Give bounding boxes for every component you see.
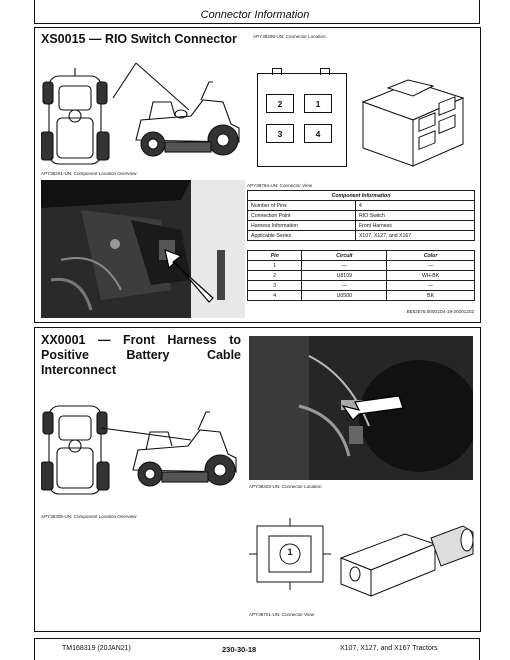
pin-label: 4: [304, 124, 332, 143]
table-row: Number of Pins 4: [248, 201, 475, 211]
table-row: 3 — —: [248, 281, 475, 291]
footer-left-tick: [34, 638, 35, 660]
tractor-overview-illustration: [41, 388, 246, 498]
page-header-title: Connector Information: [200, 9, 310, 21]
table-row: Applicable Series X107, X127, and X167: [248, 231, 475, 241]
connector-isometric-drawing: [353, 68, 473, 168]
tractor-overview-illustration: [41, 58, 251, 168]
pin-label: 2: [266, 94, 294, 113]
footer-page-number: 230-30-18: [222, 645, 257, 654]
table-row: 1 — —: [248, 261, 475, 271]
pin-label: 1: [287, 547, 293, 557]
section-title: XX0001 — Front Harness to Positive Battery Cable Interconnect: [41, 333, 241, 377]
section-title: XS0015 — RIO Switch Connector: [41, 32, 237, 46]
connector-location-photo: [249, 336, 473, 480]
caption-view: APY38751-UN: Connector View: [249, 612, 315, 617]
caption-location: APY38303-UN: Connector Location: [249, 484, 322, 489]
connector-location-photo: [41, 180, 245, 318]
reference-code: BE62576,00001D4-19-20201202: [406, 309, 474, 314]
pin-label: 1: [304, 94, 332, 113]
connector-face-drawing: [247, 518, 333, 592]
header-left-tick: [34, 0, 35, 24]
table-row: Harness Information Front Harness: [248, 221, 475, 231]
table-row: Connection Point RIO Switch: [248, 211, 475, 221]
pin-header: Pin: [248, 251, 302, 261]
table-row: 2 U8109 WH-BK: [248, 271, 475, 281]
pin-label: 3: [266, 124, 294, 143]
caption-overview: APY38305-UN: Component Location Overview: [41, 514, 137, 519]
footer-right-tick: [479, 638, 480, 660]
component-info-table: [247, 190, 475, 241]
connector-face-drawing: [257, 73, 347, 167]
header-divider: [34, 23, 480, 24]
caption-location: APY38299-UN: Connector Location: [253, 34, 326, 39]
section-xs0015: [34, 27, 481, 323]
table-row: 4 U0500 BK: [248, 291, 475, 301]
info-table-heading: Component Information: [248, 191, 475, 201]
footer-doc-id: TM168319 (20JAN21): [62, 645, 131, 652]
footer-product: X107, X127, and X167 Tractors: [340, 645, 438, 652]
connector-isometric-drawing: [335, 508, 475, 598]
footer-divider: [34, 638, 480, 639]
pin-circuit-table: [247, 250, 475, 301]
header-right-tick: [479, 0, 480, 24]
section-xx0001: [34, 327, 481, 632]
caption-overview: APY38291-UN: Component Location Overview: [41, 171, 137, 176]
caption-view: APY38754-UN: Connector View: [247, 183, 313, 188]
circuit-header: Circuit: [302, 251, 387, 261]
color-header: Color: [387, 251, 475, 261]
